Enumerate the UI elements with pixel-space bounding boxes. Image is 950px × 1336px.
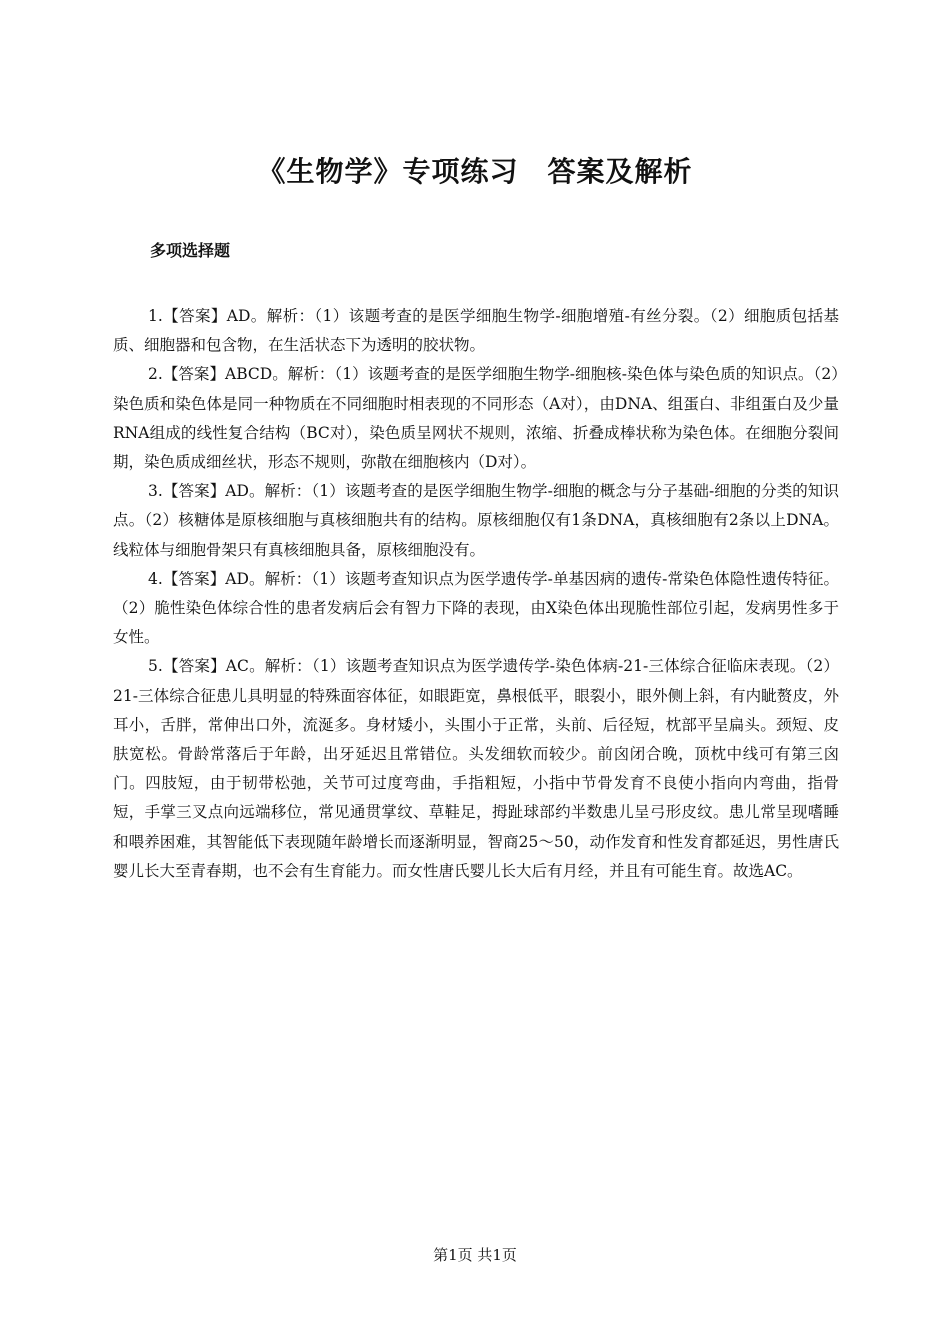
answer-item-2: 2.【答案】ABCD。解析：（1）该题考查的是医学细胞生物学-细胞核-染色体与染色质的知识点。（2）染色质和染色体是同一种物质在不同细胞时相表现的不同形态（A对），由DNA、组蛋白、非组蛋白及少量RNA组成的线性复合结构（BC对），染色质呈网状不规则，浓缩、折叠成棒状称为染色体。在细胞分裂间期，染色质成细丝状，形态不规则，弥散在细胞核内（D对）。 [113, 365, 839, 472]
page-footer: 第1页 共1页 [433, 1246, 517, 1264]
section-heading: 多项选择题 [150, 241, 231, 260]
answer-list [113, 302, 839, 886]
answer-item-3: 3.【答案】AD。解析：（1）该题考查的是医学细胞生物学-细胞的概念与分子基础-细胞的分类的知识点。（2）核糖体是原核细胞与真核细胞共有的结构。原核细胞仅有1条DNA，真核细胞有2条以上DNA。线粒体与细胞骨架只有真核细胞具备，原核细胞没有。 [113, 482, 839, 559]
page-title: 《生物学》专项练习 答案及解析 [257, 155, 693, 188]
answer-item-5: 5.【答案】AC。解析：（1）该题考查知识点为医学遗传学-染色体病-21-三体综合征临床表现。（2）21-三体综合征患儿具明显的特殊面容体征，如眼距宽，鼻根低平，眼裂小，眼外侧上斜，有内眦赘皮，外耳小，舌胖，常伸出口外，流涎多。身材矮小，头围小于正常，头前、后径短，枕部平呈扁头。颈短、皮肤宽松。骨龄常落后于年龄，出牙延迟且常错位。头发细软而较少。前囟闭合晚，顶枕中线可有第三囟门。四肢短，由于韧带松弛，关节可过度弯曲，手指粗短，小指中节骨发育不良使小指向内弯曲，指骨短，手掌三叉点向远端移位，常见通贯掌纹、草鞋足，拇趾球部约半数患儿呈弓形皮纹。患儿常呈现嗜睡和喂养困难，其智能低下表现随年龄增长而逐渐明显，智商25～50，动作发育和性发育都延迟，男性唐氏婴儿长大至青春期，也不会有生育能力。而女性唐氏婴儿长大后有月经，并且有可能生育。故选AC。 [113, 657, 839, 880]
answer-item-4: 4.【答案】AD。解析：（1）该题考查知识点为医学遗传学-单基因病的遗传-常染色体隐性遗传特征。（2）脆性染色体综合性的患者发病后会有智力下降的表现，由X染色体出现脆性部位引起，发病男性多于女性。 [113, 569, 839, 647]
answer-item-1: 1.【答案】AD。解析：（1）该题考查的是医学细胞生物学-细胞增殖-有丝分裂。（2）细胞质包括基质、细胞器和包含物，在生活状态下为透明的胶状物。 [113, 307, 839, 355]
